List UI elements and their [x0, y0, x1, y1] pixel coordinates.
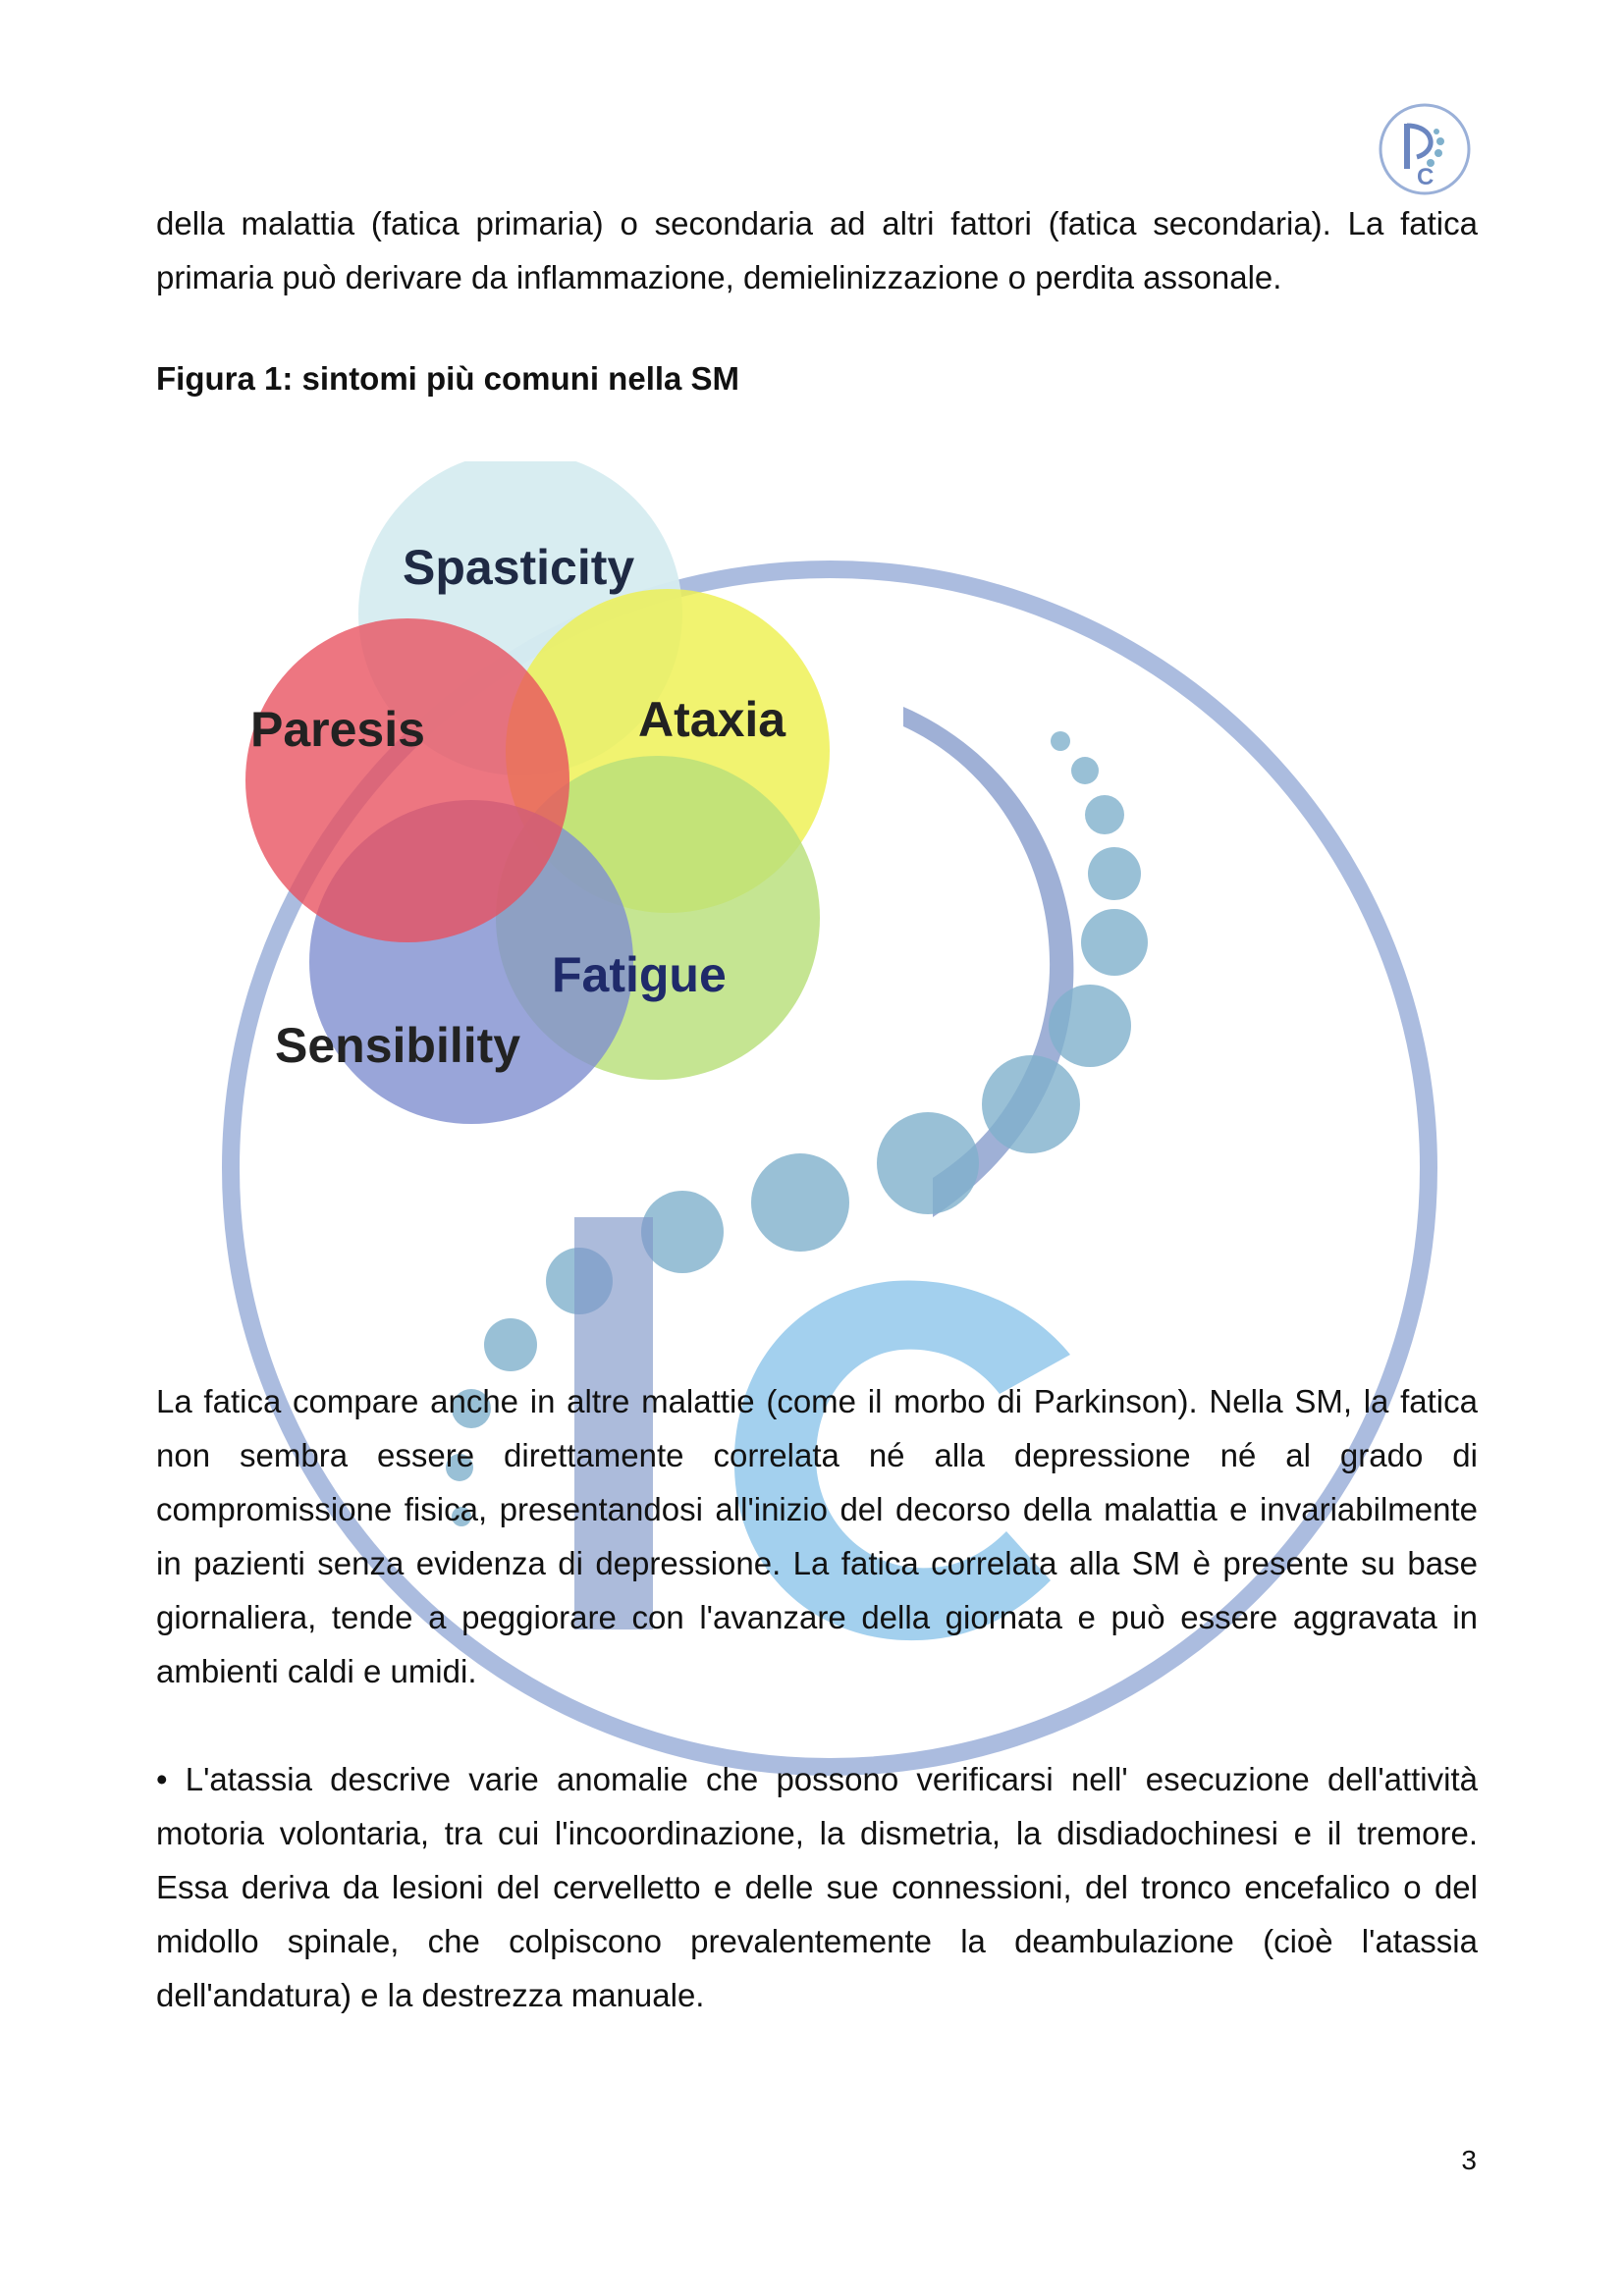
intro-paragraph: della malattia (fatica primaria) o secondaria ad altri fattori (fatica secondaria). La fatica primaria può derivare da inflammazione, demielinizzazione o perdita assonale. [156, 205, 1478, 295]
paresis-label: Paresis [250, 702, 425, 757]
page-number: 3 [1461, 2145, 1477, 2175]
sensibility-label: Sensibility [275, 1018, 521, 1073]
fatigue-label: Fatigue [552, 947, 727, 1002]
fatigue-paragraph: La fatica compare anche in altre malattie (come il morbo di Parkinson). Nella SM, la fatica non sembra essere direttamente correlata né alla depressione né al grado di compromissione fisica, presentandosi all'inizio del decorso della malattia e invariabilmente in pazienti senza evidenza di depressione. La fatica correlata alla SM è presente su base giornaliera, tende a peggiorare con l'avanzare della giornata e può essere aggravata in ambienti caldi e umidi. [156, 1383, 1478, 1689]
symptoms-venn-diagram [147, 461, 923, 1227]
ataxia-label: Ataxia [638, 692, 786, 747]
figure-heading: Figura 1: sintomi più comuni nella SM [156, 360, 740, 397]
svg-text:C: C [1417, 164, 1435, 190]
ataxia-paragraph: • L'atassia descrive varie anomalie che possono verificarsi nell' esecuzione dell'attività motoria volontaria, tra cui l'incoordinazione, la dismetria, la disdiadochinesi e il tremore. Essa deriva da lesioni del cervelletto e delle sue connessioni, del tronco encefalico o del midollo spinale, che colpiscono prevalentemente la deambulazione (cioè l'atassia dell'andatura) e la destrezza manuale. [156, 1761, 1478, 2013]
paresis-circle [245, 618, 569, 942]
spasticity-label: Spasticity [403, 540, 635, 595]
dric-logo-icon [1378, 102, 1472, 196]
